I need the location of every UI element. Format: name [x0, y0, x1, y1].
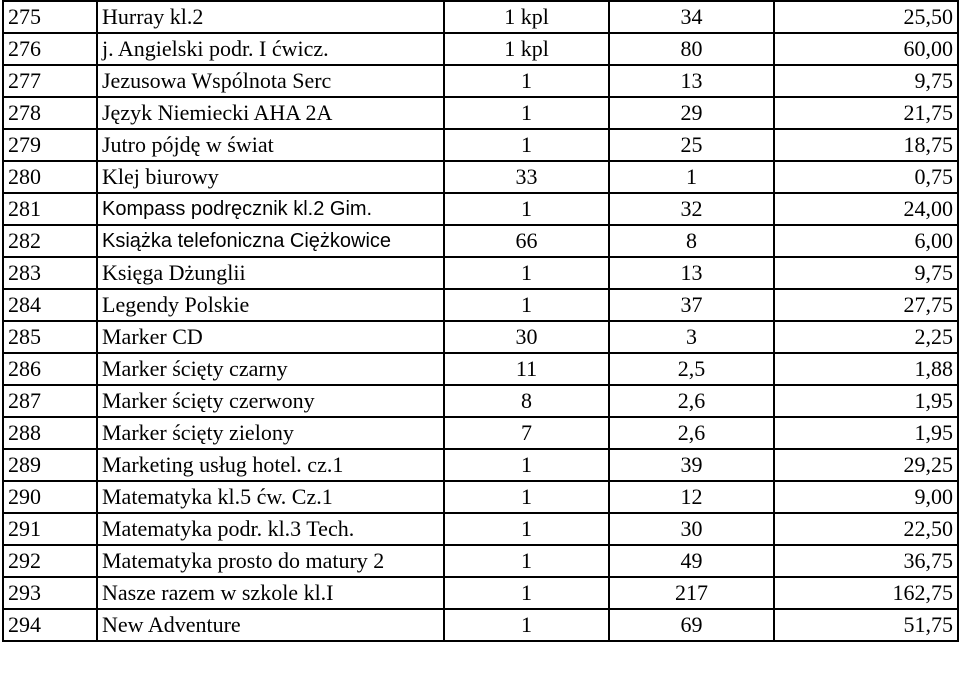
unit-cell[interactable]: 30 [444, 321, 609, 353]
quantity-cell[interactable]: 25 [609, 129, 774, 161]
row-number-cell[interactable]: 279 [3, 129, 97, 161]
row-number-cell[interactable]: 277 [3, 65, 97, 97]
item-name-cell[interactable]: Marker ścięty czerwony [97, 385, 444, 417]
value-cell[interactable]: 2,25 [774, 321, 958, 353]
row-number-cell[interactable]: 281 [3, 193, 97, 225]
item-name-cell[interactable]: Marker ścięty czarny [97, 353, 444, 385]
unit-cell[interactable]: 1 [444, 577, 609, 609]
unit-cell[interactable]: 1 [444, 193, 609, 225]
value-cell[interactable]: 1,95 [774, 417, 958, 449]
unit-cell[interactable]: 1 [444, 609, 609, 641]
row-number-cell[interactable]: 282 [3, 225, 97, 257]
unit-cell[interactable]: 11 [444, 353, 609, 385]
unit-cell[interactable]: 1 [444, 481, 609, 513]
item-name-cell[interactable]: New Adventure [97, 609, 444, 641]
item-name-cell[interactable]: Legendy Polskie [97, 289, 444, 321]
table-row [3, 353, 958, 385]
quantity-cell[interactable]: 32 [609, 193, 774, 225]
item-name-cell[interactable]: Matematyka podr. kl.3 Tech. [97, 513, 444, 545]
item-name-cell[interactable]: Książka telefoniczna Ciężkowice [97, 225, 444, 257]
item-name-cell[interactable]: j. Angielski podr. I ćwicz. [97, 33, 444, 65]
value-cell[interactable]: 25,50 [774, 1, 958, 33]
item-name-cell[interactable]: Marker ścięty zielony [97, 417, 444, 449]
quantity-cell[interactable]: 37 [609, 289, 774, 321]
value-cell[interactable]: 36,75 [774, 545, 958, 577]
quantity-cell[interactable]: 69 [609, 609, 774, 641]
row-number-cell[interactable]: 287 [3, 385, 97, 417]
table-row [3, 225, 958, 257]
quantity-cell[interactable]: 2,6 [609, 385, 774, 417]
unit-cell[interactable]: 1 kpl [444, 33, 609, 65]
table-row [3, 193, 958, 225]
row-number-cell[interactable]: 284 [3, 289, 97, 321]
item-name-cell[interactable]: Marketing usług hotel. cz.1 [97, 449, 444, 481]
unit-cell[interactable]: 1 [444, 97, 609, 129]
item-name-cell[interactable]: Klej biurowy [97, 161, 444, 193]
row-number-cell[interactable]: 289 [3, 449, 97, 481]
item-name-cell[interactable]: Matematyka kl.5 ćw. Cz.1 [97, 481, 444, 513]
unit-cell[interactable]: 1 kpl [444, 1, 609, 33]
inventory-table [2, 0, 959, 642]
value-cell[interactable]: 1,88 [774, 353, 958, 385]
value-cell[interactable]: 22,50 [774, 513, 958, 545]
item-name-cell[interactable]: Hurray kl.2 [97, 1, 444, 33]
quantity-cell[interactable]: 80 [609, 33, 774, 65]
table-row [3, 289, 958, 321]
item-name-cell[interactable]: Jutro pójdę w świat [97, 129, 444, 161]
unit-cell[interactable]: 1 [444, 289, 609, 321]
value-cell[interactable]: 18,75 [774, 129, 958, 161]
row-number-cell[interactable]: 280 [3, 161, 97, 193]
unit-cell[interactable]: 1 [444, 513, 609, 545]
table-row [3, 545, 958, 577]
quantity-cell[interactable]: 49 [609, 545, 774, 577]
row-number-cell[interactable]: 293 [3, 577, 97, 609]
value-cell[interactable]: 21,75 [774, 97, 958, 129]
item-name-cell[interactable]: Księga Dżunglii [97, 257, 444, 289]
table-row [3, 385, 958, 417]
value-cell[interactable]: 29,25 [774, 449, 958, 481]
table-row [3, 161, 958, 193]
row-number-cell[interactable]: 294 [3, 609, 97, 641]
row-number-cell[interactable]: 286 [3, 353, 97, 385]
table-row [3, 129, 958, 161]
table-row [3, 609, 958, 641]
quantity-cell[interactable]: 30 [609, 513, 774, 545]
value-cell[interactable]: 0,75 [774, 161, 958, 193]
item-name-cell[interactable]: Kompass podręcznik kl.2 Gim. [97, 193, 444, 225]
quantity-cell[interactable]: 13 [609, 65, 774, 97]
row-number-cell[interactable]: 290 [3, 481, 97, 513]
row-number-cell[interactable]: 278 [3, 97, 97, 129]
quantity-cell[interactable]: 29 [609, 97, 774, 129]
item-name-cell[interactable]: Matematyka prosto do matury 2 [97, 545, 444, 577]
unit-cell[interactable]: 8 [444, 385, 609, 417]
value-cell[interactable]: 9,00 [774, 481, 958, 513]
value-cell[interactable]: 1,95 [774, 385, 958, 417]
value-cell[interactable]: 6,00 [774, 225, 958, 257]
table-row [3, 33, 958, 65]
row-number-cell[interactable]: 291 [3, 513, 97, 545]
quantity-cell[interactable]: 13 [609, 257, 774, 289]
unit-cell[interactable]: 66 [444, 225, 609, 257]
item-name-cell[interactable]: Nasze razem w szkole kl.I [97, 577, 444, 609]
table-row [3, 417, 958, 449]
unit-cell[interactable]: 33 [444, 161, 609, 193]
table-row [3, 257, 958, 289]
unit-cell[interactable]: 1 [444, 545, 609, 577]
quantity-cell[interactable]: 3 [609, 321, 774, 353]
quantity-cell[interactable]: 1 [609, 161, 774, 193]
row-number-cell[interactable]: 285 [3, 321, 97, 353]
table-row [3, 65, 958, 97]
table-row [3, 481, 958, 513]
table-row [3, 321, 958, 353]
table-row [3, 513, 958, 545]
row-number-cell[interactable]: 288 [3, 417, 97, 449]
value-cell[interactable]: 27,75 [774, 289, 958, 321]
value-cell[interactable]: 24,00 [774, 193, 958, 225]
quantity-cell[interactable]: 217 [609, 577, 774, 609]
value-cell[interactable]: 162,75 [774, 577, 958, 609]
quantity-cell[interactable]: 2,6 [609, 417, 774, 449]
row-number-cell[interactable]: 275 [3, 1, 97, 33]
row-number-cell[interactable]: 292 [3, 545, 97, 577]
item-name-cell[interactable]: Marker CD [97, 321, 444, 353]
value-cell[interactable]: 9,75 [774, 65, 958, 97]
row-number-cell[interactable]: 283 [3, 257, 97, 289]
unit-cell[interactable]: 7 [444, 417, 609, 449]
table-row [3, 449, 958, 481]
item-name-cell[interactable]: Język Niemiecki AHA 2A [97, 97, 444, 129]
quantity-cell[interactable]: 12 [609, 481, 774, 513]
value-cell[interactable]: 9,75 [774, 257, 958, 289]
unit-cell[interactable]: 1 [444, 65, 609, 97]
quantity-cell[interactable]: 34 [609, 1, 774, 33]
unit-cell[interactable]: 1 [444, 257, 609, 289]
row-number-cell[interactable]: 276 [3, 33, 97, 65]
value-cell[interactable]: 60,00 [774, 33, 958, 65]
table-row [3, 97, 958, 129]
item-name-cell[interactable]: Jezusowa Wspólnota Serc [97, 65, 444, 97]
unit-cell[interactable]: 1 [444, 129, 609, 161]
table-row [3, 577, 958, 609]
table-body [3, 1, 958, 641]
value-cell[interactable]: 51,75 [774, 609, 958, 641]
unit-cell[interactable]: 1 [444, 449, 609, 481]
quantity-cell[interactable]: 8 [609, 225, 774, 257]
table-row [3, 1, 958, 33]
quantity-cell[interactable]: 39 [609, 449, 774, 481]
quantity-cell[interactable]: 2,5 [609, 353, 774, 385]
